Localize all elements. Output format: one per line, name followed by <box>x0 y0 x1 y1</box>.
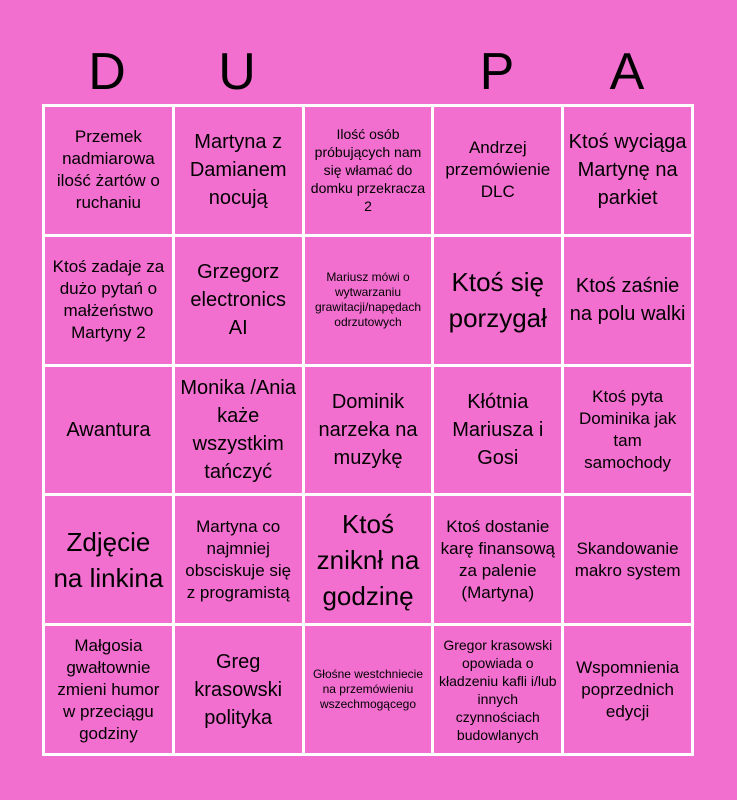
bingo-cell-text: Ktoś zaśnie na polu walki <box>569 275 686 326</box>
bingo-cell-r3c1[interactable] <box>45 367 172 494</box>
bingo-cell-text: Wspomnienia poprzednich edycji <box>576 657 680 721</box>
bingo-cell-r3c2[interactable] <box>175 367 302 494</box>
bingo-cell-r3c3[interactable] <box>305 367 432 494</box>
bingo-cell-text: Awantura <box>66 418 151 441</box>
bingo-cell-text: Martyna z Damianem nocują <box>189 131 287 210</box>
bingo-cell-r1c5[interactable] <box>564 107 691 234</box>
bingo-cell-text: Ktoś dostanie karę finansową za palenie (Martyna) <box>440 516 555 602</box>
bingo-cell-r2c3[interactable] <box>305 237 432 364</box>
bingo-cell-text: Martyna co najmniej obsciskuje się z programistą <box>185 516 292 602</box>
bingo-cell-r5c2[interactable] <box>175 626 302 753</box>
bingo-cell-r5c5[interactable] <box>564 626 691 753</box>
bingo-cell-r3c5[interactable] <box>564 367 691 494</box>
bingo-cell-text: Zdjęcie na linkina <box>53 526 164 593</box>
bingo-cell-text: Monika /Ania każe wszystkim tańczyć <box>180 376 296 483</box>
bingo-cell-r5c4[interactable] <box>434 626 561 753</box>
header-letter-3 <box>302 42 432 102</box>
bingo-cell-r4c3[interactable] <box>305 496 432 623</box>
bingo-cell-text: Ktoś się porzygał <box>448 267 547 334</box>
bingo-cell-r4c2[interactable] <box>175 496 302 623</box>
bingo-cell-r2c2[interactable] <box>175 237 302 364</box>
bingo-cell-text: Małgosia gwałtownie zmieni humor w przeciągu godziny <box>57 635 160 743</box>
bingo-cell-r1c4[interactable] <box>434 107 561 234</box>
bingo-cell-text: Kłótnia Mariusza i Gosi <box>452 390 544 469</box>
header-letter-5: A <box>609 43 645 101</box>
bingo-cell-r3c4[interactable] <box>434 367 561 494</box>
bingo-cell-r4c4[interactable] <box>434 496 561 623</box>
bingo-cell-r2c4[interactable] <box>434 237 561 364</box>
bingo-cell-text: Ktoś wyciąga Martynę na parkiet <box>568 131 687 210</box>
bingo-cell-r4c1[interactable] <box>45 496 172 623</box>
header-letter-4: P <box>479 43 515 101</box>
bingo-cell-r1c3[interactable] <box>305 107 432 234</box>
bingo-cell-text: Grzegorz electronics AI <box>190 261 286 340</box>
bingo-cell-r2c1[interactable] <box>45 237 172 364</box>
bingo-cell-text: Dominik narzeka na muzykę <box>318 390 418 469</box>
bingo-grid <box>42 104 694 756</box>
bingo-cell-r1c2[interactable] <box>175 107 302 234</box>
bingo-cell-text: Głośne westchniecie na przemówieniu wszechmogącego <box>312 667 424 712</box>
bingo-cell-r2c5[interactable] <box>564 237 691 364</box>
bingo-cell-text: Greg krasowski polityka <box>194 650 283 729</box>
bingo-cell-text: Ktoś zadaje za dużo pytań o małżeństwo Martyny 2 <box>52 257 165 343</box>
bingo-header <box>42 42 692 102</box>
bingo-cell-text: Andrzej przemówienie DLC <box>445 138 551 202</box>
bingo-cell-r1c1[interactable] <box>45 107 172 234</box>
bingo-cell-text: Ktoś zniknł na godzinę <box>316 508 420 611</box>
header-letter-1: D <box>88 43 126 101</box>
bingo-cell-text: Skandowanie makro system <box>574 538 681 580</box>
bingo-cell-text: Ilość osób próbujących nam się włamać do domku przekracza 2 <box>310 126 426 215</box>
bingo-cell-text: Ktoś pyta Dominika jak tam samochody <box>578 386 677 472</box>
header-letter-2: U <box>218 43 256 101</box>
bingo-cell-text: Przemek nadmiarowa ilość żartów o ruchaniu <box>56 127 160 213</box>
bingo-cell-r4c5[interactable] <box>564 496 691 623</box>
bingo-cell-r5c3[interactable] <box>305 626 432 753</box>
bingo-cell-r5c1[interactable] <box>45 626 172 753</box>
bingo-cell-text: Gregor krasowski opowiada o kładzeniu kafli i/lub innych czynnościach budowlanych <box>439 636 557 743</box>
bingo-cell-text: Mariusz mówi o wytwarzaniu grawitacji/napędach odrzutowych <box>314 270 422 330</box>
